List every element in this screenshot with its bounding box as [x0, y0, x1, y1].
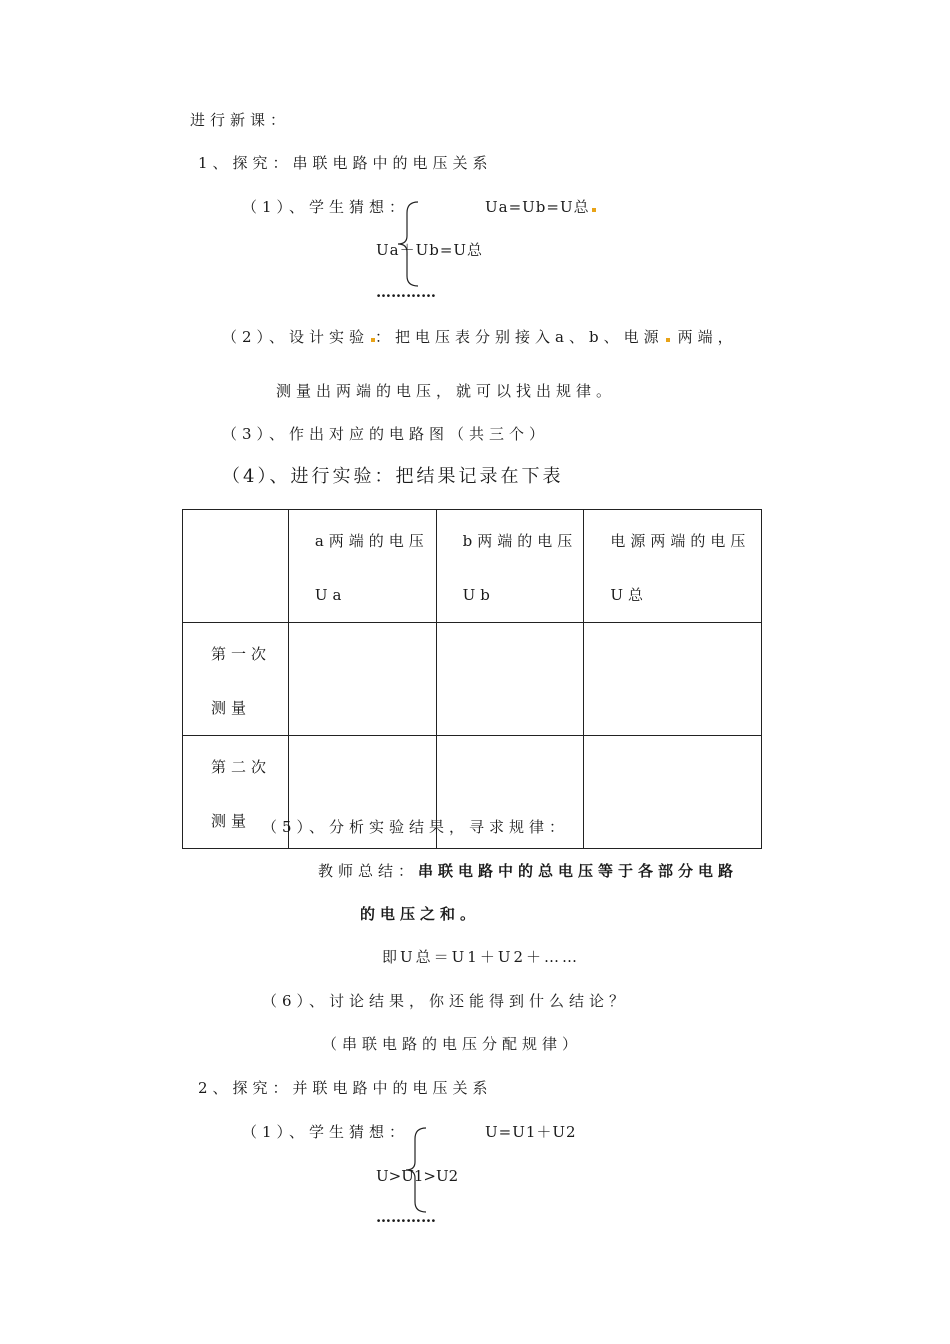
teacher-summary-line1: 教师总结：串联电路中的总电压等于各部分电路 [318, 862, 739, 880]
teacher-summary-line2: 的电压之和。 [360, 905, 481, 923]
step6: （6）、讨论结果，你还能得到什么结论？ [262, 992, 630, 1010]
step2-line1: （2）、设计实验 ：把电压表分别接入a、b、电源 两端， [222, 328, 738, 346]
step2-line2: 测量出两端的电压，就可以找出规律。 [276, 382, 617, 400]
step4: （4）、进行实验：把结果记录在下表 [222, 466, 564, 487]
section1-guess-a: Ua=Ub=U总 [485, 197, 596, 217]
highlight-dot-icon [666, 338, 670, 342]
section2-ellipsis: ………… [376, 1208, 436, 1226]
highlight-dot-icon [592, 208, 596, 212]
table-header-cell [183, 510, 289, 623]
table-row-label: 第二次测量 [183, 736, 289, 849]
step6-note: （串联电路的电压分配规律） [322, 1035, 583, 1053]
table-header-row [183, 510, 762, 623]
table-header-cell: 电源两端的电压U总 [584, 510, 762, 623]
section1-guess-b: Ua＋Ub=U总 [376, 241, 484, 259]
table-cell [288, 623, 436, 736]
section2-guess-b: U>U1>U2 [376, 1167, 459, 1185]
section2-guess-label: （1）、学生猜想： [242, 1123, 410, 1141]
table-header-cell: a两端的电压Ua [288, 510, 436, 623]
formula: 即U总＝U1＋U2＋…… [382, 948, 581, 966]
table-cell [584, 623, 762, 736]
step3: （3）、作出对应的电路图（共三个） [222, 425, 550, 443]
section1-ellipsis: ………… [376, 283, 436, 301]
table-cell [584, 736, 762, 849]
section-heading: 进行新课： [190, 111, 291, 129]
section2-guess-a: U=U1＋U2 [485, 1123, 577, 1141]
step5: （5）、分析实验结果，寻求规律： [262, 818, 570, 836]
table-row [183, 623, 762, 736]
section1-guess-label: （1）、学生猜想： [242, 198, 410, 216]
table-header-cell: b两端的电压Ub [436, 510, 584, 623]
table-cell [436, 623, 584, 736]
results-table [182, 509, 762, 849]
table-row-label: 第一次测量 [183, 623, 289, 736]
section1-title: 1、探究：串联电路中的电压关系 [198, 154, 493, 172]
section2-title: 2、探究：并联电路中的电压关系 [198, 1079, 493, 1097]
